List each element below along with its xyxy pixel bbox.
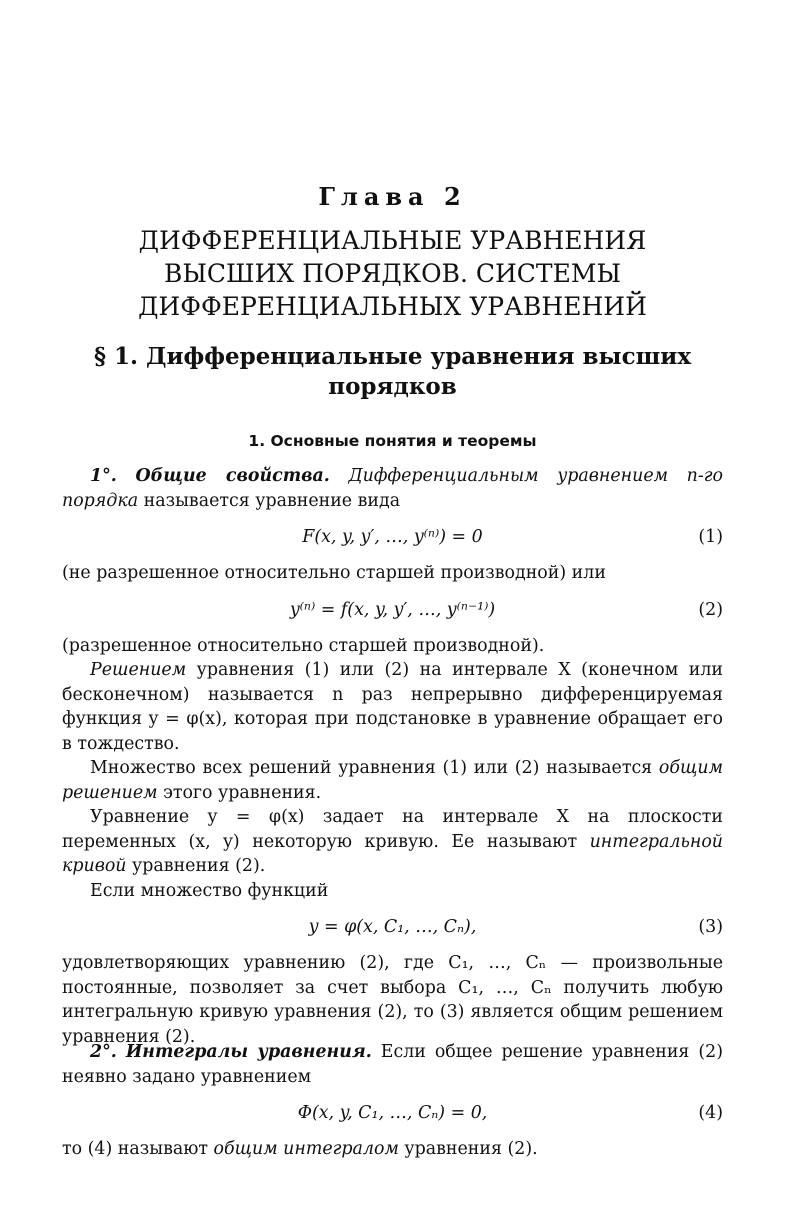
item-number: 1°. bbox=[90, 466, 117, 486]
chapter-title-line: ДИФФЕРЕНЦИАЛЬНЫЕ УРАВНЕНИЯ bbox=[138, 226, 647, 255]
equation-number: (2) bbox=[698, 599, 723, 620]
item-heading: Общие свойства. bbox=[135, 466, 330, 486]
paragraph-text: удовлетворяющих уравнению (2), где C₁, …, Cₙ — произвольные постоянные, позволяет за счет выбора C₁, …, Cₙ получить любую интегральную кривую уравнения (2), то (3) является общим решением уравнения (2). bbox=[62, 953, 723, 1047]
item-number: 2°. bbox=[90, 1042, 117, 1062]
equation-1 bbox=[62, 513, 723, 561]
chapter-label: Глава 2 bbox=[318, 182, 467, 211]
equation-formula: F(x, y, y′, …, y⁽ⁿ⁾) = 0 bbox=[302, 527, 483, 547]
equation-3 bbox=[62, 903, 723, 951]
section-title bbox=[0, 342, 785, 402]
paragraph-integrals bbox=[62, 1040, 723, 1089]
equation-formula: y⁽ⁿ⁾ = f(x, y, y′, …, y⁽ⁿ⁻¹⁾) bbox=[289, 599, 496, 620]
term-definition: интегральной кривой bbox=[62, 831, 723, 876]
equation-4 bbox=[62, 1089, 723, 1137]
subsection-title: 1. Основные понятия и теоремы bbox=[248, 432, 537, 450]
paragraph-solution bbox=[62, 658, 723, 756]
paragraph-text: уравнения (1) или (2) на интервале X (конечном или бесконечном) называется n раз непрерывно дифференцируемая функция y = φ(x), которая при подстановке в уравнение обращает его в тождество. bbox=[62, 660, 723, 754]
paragraph-text: этого уравнения. bbox=[163, 782, 322, 803]
paragraph-text: уравнения (2). bbox=[404, 1139, 538, 1159]
equation-number: (3) bbox=[698, 917, 723, 937]
paragraph-text: Если множество функций bbox=[90, 880, 329, 901]
equation-2 bbox=[62, 586, 723, 634]
chapter-title-line: ВЫСШИХ ПОРЯДКОВ. СИСТЕМЫ bbox=[163, 259, 622, 288]
equation-formula: y = φ(x, C₁, …, Cₙ), bbox=[308, 917, 477, 937]
paragraph-definition-order bbox=[62, 464, 723, 513]
term-definition: общим интегралом bbox=[213, 1139, 399, 1159]
paragraph-general-integral bbox=[62, 1137, 723, 1162]
chapter-title-line: ДИФФЕРЕНЦИАЛЬНЫХ УРАВНЕНИЙ bbox=[138, 292, 647, 321]
equation-formula: Φ(x, y, C₁, …, Cₙ) = 0, bbox=[297, 1103, 488, 1123]
chapter-title bbox=[0, 224, 785, 323]
paragraph-text: Если общее решение уравнения (2) неявно задано уравнением bbox=[62, 1042, 723, 1087]
paragraph-text: (не разрешенное относительно старшей производной) или bbox=[62, 563, 606, 583]
term-definition: Дифференциальным уравнением n-го порядка bbox=[62, 466, 724, 511]
paragraph-text: Множество всех решений уравнения (1) или (2) называется bbox=[90, 758, 653, 778]
paragraph-text: называется уравнение вида bbox=[143, 490, 401, 511]
paragraph-text: Уравнение y = φ(x) задает на интервале X на плоскости переменных (x, y) некоторую кривую. Ее называют bbox=[62, 807, 723, 852]
paragraph-integral-curve bbox=[62, 805, 723, 879]
body-text-block-1 bbox=[62, 464, 723, 1049]
paragraph-text: (разрешенное относительно старшей производной). bbox=[62, 635, 545, 656]
item-heading: Интегралы уравнения. bbox=[125, 1042, 372, 1062]
equation-number: (4) bbox=[698, 1103, 723, 1123]
section-title-line: § 1. Дифференциальные уравнения высших bbox=[93, 343, 692, 370]
paragraph-general-solution bbox=[62, 756, 723, 805]
paragraph-text: уравнения (2). bbox=[132, 856, 266, 876]
term-definition: Решением bbox=[90, 660, 187, 680]
equation-number: (1) bbox=[698, 527, 723, 547]
paragraph-text: то (4) называют bbox=[62, 1139, 208, 1159]
section-title-line: порядков bbox=[328, 373, 457, 400]
body-text-block-2 bbox=[62, 1040, 723, 1162]
term-definition: общим решением bbox=[62, 758, 724, 803]
